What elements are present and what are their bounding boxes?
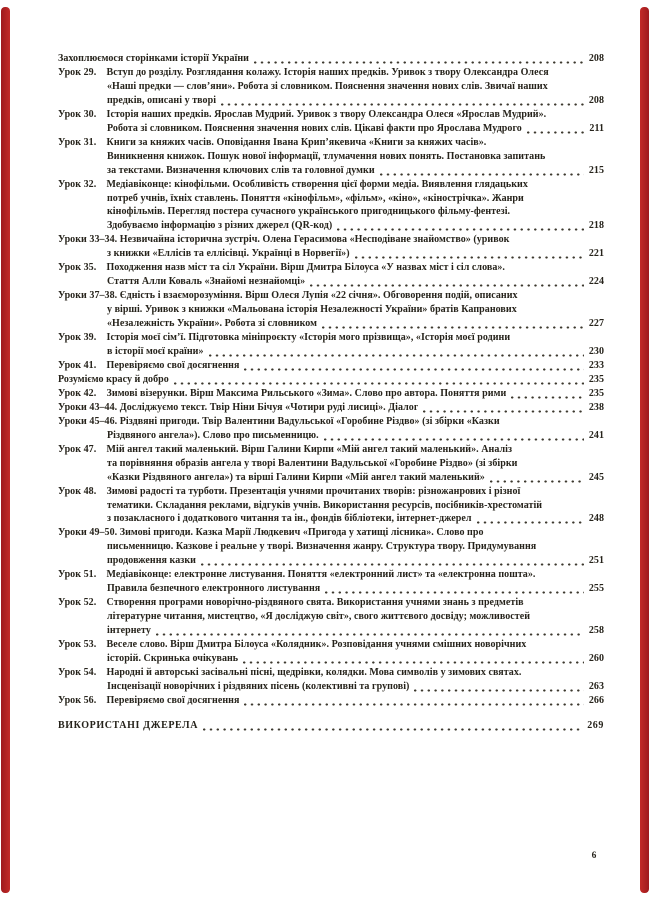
toc-entry-page: 215	[588, 164, 604, 176]
dot-leader	[201, 563, 584, 566]
toc-entry-text: письменницю. Казкове і реальне у творі. Визначення жанру. Структура твору. Придумування	[107, 541, 537, 553]
toc-section-heading	[58, 52, 604, 66]
toc-entry-text: у вірші. Уривок з книжки «Мальована історія Незалежності України» братів Капранових	[107, 304, 517, 316]
toc-entry-text: ВИКОРИСТАНІ ДЖЕРЕЛА	[58, 719, 199, 731]
toc-entry	[58, 66, 604, 108]
toc-entry-label: Уроки 37–38.	[58, 290, 118, 302]
dot-leader	[221, 103, 584, 106]
toc-entry-text: Урок 30. Історія наших предків. Ярослав Мудрий. Уривок з твору Олександра Олеся «Ярослав Мудрий».	[58, 108, 547, 120]
toc-entry-page: 263	[588, 680, 604, 692]
toc-entry-page: 235	[588, 387, 604, 399]
toc-entry-label: Урок 53.	[58, 639, 97, 651]
toc-entry	[58, 485, 604, 527]
toc-entry-text: Урок 42. Зимові візерунки. Вірш Максима Рильського «Зима». Слово про автора. Поняття рими	[58, 387, 507, 399]
toc-entry-text: Урок 53. Веселе слово. Вірш Дмитра Білоуса «Колядник». Розповідання учнями смішних новорічних	[58, 639, 527, 651]
toc-entry-text: продовження казки	[107, 555, 196, 567]
toc-entry-page: 260	[588, 652, 604, 664]
toc-entry-text: «Казки Різдвяного ангела») та вірші Галини Кирпи «Мій ангел такий маленький»	[107, 471, 485, 483]
toc-entry-page: 269	[587, 719, 604, 731]
toc-entry	[58, 387, 604, 401]
toc-entry-page: 230	[588, 346, 604, 358]
toc-entry	[58, 331, 604, 359]
toc-entry-page: 245	[588, 471, 604, 483]
toc-entry-text: Уроки 37–38. Єдність і взаєморозуміння. Вірш Олеся Лупія «22 січня». Обговорення подій, описаних	[58, 290, 518, 302]
dot-leader	[310, 284, 584, 287]
dot-leader	[156, 633, 584, 636]
toc-entry-label: Урок 39.	[58, 332, 97, 344]
toc-entry-text: літературне читання, мистецтво, «Я досліджую світ», свого життєвого досвіду; можливостей	[107, 611, 531, 623]
page-number-footer: 6	[591, 851, 597, 861]
toc-entry	[58, 178, 604, 234]
book-edge-right	[640, 7, 649, 893]
toc-entry-text: Урок 29. Вступ до розділу. Розглядання колажу. Історія наших предків. Уривок з твору Олександра Олеся	[58, 66, 549, 78]
toc-entry-text: «Наші предки — слов’яни». Робота зі словником. Пояснення значення нових слів. Звичаї наших	[107, 80, 548, 92]
dot-leader	[423, 410, 583, 413]
toc-entries	[58, 52, 604, 733]
toc-entry-label: Урок 51.	[58, 569, 97, 581]
toc-entry-text: Уроки 33–34. Незвичайна історична зустріч. Олена Герасимова «Несподіване знайомство» (уривок	[58, 234, 510, 246]
toc-entry-label: Урок 35.	[58, 262, 97, 274]
toc-entry-text: історій. Скринька очікувань	[107, 652, 239, 664]
toc-entry	[58, 694, 604, 708]
toc-entry-label: Урок 52.	[58, 597, 97, 609]
dot-leader	[380, 173, 584, 176]
toc-entry-page: 227	[588, 318, 604, 330]
toc-entry-text: Урок 47. Мій ангел такий маленький. Вірш Галини Кирпи «Мій ангел такий маленький». Аналіз	[58, 443, 513, 455]
toc-entry-text: Розуміємо красу й добро	[58, 373, 169, 385]
toc-entry	[58, 359, 604, 373]
toc-backmatter-entry	[58, 719, 604, 733]
toc-entry-text: Урок 35. Походження назв міст та сіл України. Вірш Дмитра Білоуса «У назвах міст і сіл слова».	[58, 262, 505, 274]
toc-entry	[58, 233, 604, 261]
toc-entry-label: Урок 56.	[58, 694, 97, 706]
toc-entry-text: Уроки 43–44. Досліджуємо текст. Твір Ніни Бічуя «Чотири руді лисиці». Діалог	[58, 401, 419, 413]
toc-entry	[58, 638, 604, 666]
toc-entry-label: Урок 30.	[58, 108, 97, 120]
toc-entry-label: Уроки 49–50.	[58, 527, 118, 539]
toc-entry-text: Уроки 45–46. Різдвяні пригоди. Твір Валентини Вадульської «Горобине Різдво» (зі збірки «Казки	[58, 415, 500, 427]
dot-leader	[254, 61, 584, 64]
dot-leader	[355, 256, 584, 259]
toc-entry-text: та порівняння образів ангела у творі Валентини Вадульської «Горобине Різдво» (зі збірки	[107, 457, 518, 469]
dot-leader	[325, 591, 584, 594]
toc-entry-text: з позакласного і додаткового читання та ін., фондів бібліотеки, інтернет-джерел	[107, 513, 472, 525]
toc-entry-text: Урок 32. Медіавіконце: кінофільми. Особливість створення цієї форми медіа. Виявлення глядацьких	[58, 178, 528, 190]
toc-entry	[58, 596, 604, 638]
toc-entry-text: Урок 39. Історія моєї сім’ї. Підготовка мініпроєкту «Історія мого прізвища», «Історія моєї родини	[58, 332, 511, 344]
dot-leader	[527, 131, 585, 134]
toc-entry-text: Урок 56. Перевіряємо свої досягнення	[58, 694, 240, 706]
toc-entry-label: Урок 32.	[58, 178, 97, 190]
toc-entry	[58, 261, 604, 289]
toc-entry	[58, 415, 604, 443]
toc-entry-label: Урок 47.	[58, 443, 97, 455]
toc-entry-label: Уроки 33–34.	[58, 234, 118, 246]
toc-entry-text: Виникнення книжок. Пошук нової інформації, тлумачення нових понять. Постановка запитань	[107, 150, 546, 162]
toc-entry-text: Урок 52. Створення програми новорічно-різдвяного свята. Використання учнями знань з предметів	[58, 597, 524, 609]
toc-entry-page: 238	[588, 401, 604, 413]
toc-entry-page: 218	[588, 220, 604, 232]
dot-leader	[511, 396, 584, 399]
toc-entry	[58, 526, 604, 568]
toc-entry-label: Уроки 45–46.	[58, 415, 118, 427]
toc-entry-text: Здобуваємо інформацію з різних джерел (QR-код)	[107, 220, 333, 232]
toc-entry-text: кінофільмів. Перегляд постера сучасного українського пригодницького фільму-фентезі.	[107, 206, 511, 218]
toc-entry-text: «Незалежність України». Робота зі словником	[107, 318, 317, 330]
toc-entry-page: 224	[588, 276, 604, 288]
toc-entry-label: Урок 54.	[58, 666, 97, 678]
toc-entry-page: 266	[588, 694, 604, 706]
toc-entry-text: Урок 51. Медіавіконце: електронне листування. Поняття «електронний лист» та «електронна пошта».	[58, 569, 536, 581]
toc-entry-page: 235	[588, 373, 604, 385]
toc-entry-text: Урок 48. Зимові радості та турботи. Презентація учнями прочитаних творів: різножанрових і різної	[58, 485, 521, 497]
dot-leader	[324, 438, 584, 441]
toc-section-heading	[58, 373, 604, 387]
toc-entry-page: 208	[588, 53, 604, 64]
dot-leader	[209, 354, 584, 357]
toc-entry	[58, 108, 604, 136]
book-edge-left	[1, 7, 10, 893]
toc-entry-page: 233	[588, 359, 604, 371]
toc-entry-label: Урок 31.	[58, 136, 97, 148]
toc-entry-text: за текстами. Визначення ключових слів та головної думки	[107, 164, 375, 176]
dot-leader	[174, 382, 584, 385]
toc-entry	[58, 568, 604, 596]
toc-entry-page: 221	[588, 248, 604, 260]
toc-entry-text: Урок 31. Книги за княжих часів. Оповідання Івана Крип’якевича «Книги за княжих часів».	[58, 136, 487, 148]
toc-entry-page: 241	[588, 429, 604, 441]
toc-entry-text: тематики. Складання реклами, відгуків учнів. Використання ресурсів, посібників-хрестоматій	[107, 499, 543, 511]
dot-leader	[243, 661, 584, 664]
toc-entry-text: Інсценізації новорічних і різдвяних пісень (колективні та групові)	[107, 680, 410, 692]
toc-entry-text: Різдвяного ангела»). Слово про письменницю.	[107, 429, 319, 441]
toc-entry-text: інтернету	[107, 625, 151, 637]
toc-entry-text: Уроки 49–50. Зимові пригоди. Казка Марії Людкевич «Пригода у хатищі лісника». Слово про	[58, 527, 484, 539]
toc-entry-label: Урок 29.	[58, 66, 97, 78]
toc-entry-page: 251	[588, 555, 604, 567]
toc-entry-text: предків, описані у творі	[107, 94, 217, 106]
dot-leader	[322, 326, 584, 329]
toc-entry	[58, 666, 604, 694]
toc-entry-text: Робота зі словником. Пояснення значення нових слів. Цікаві факти про Ярослава Мудрого	[107, 122, 522, 134]
dot-leader	[203, 728, 582, 731]
toc-entry-text: з книжки «Еллісів та еллісівці. Українці в Норвегії»)	[107, 248, 350, 260]
toc-entry	[58, 136, 604, 178]
toc-entry	[58, 443, 604, 485]
toc-entry-text: Урок 41. Перевіряємо свої досягнення	[58, 359, 240, 371]
toc-entry-page: 208	[588, 94, 604, 106]
toc-entry-label: Урок 41.	[58, 359, 97, 371]
dot-leader	[477, 521, 584, 524]
toc-entry-text: Урок 54. Народні й авторські засівальні пісні, щедрівки, колядки. Мова символів у зимових святах.	[58, 666, 522, 678]
dot-leader	[337, 228, 584, 231]
dot-leader	[244, 368, 583, 371]
toc-entry-text: Стаття Алли Коваль «Знайомі незнайомці»	[107, 276, 306, 288]
dot-leader	[244, 703, 583, 706]
toc-entry-text: потреб учнів, їхніх ставлень. Поняття «кінофільм», «фільм», «кіно», «кінострічка». Жанри	[107, 192, 524, 204]
toc-entry-label: Урок 42.	[58, 387, 97, 399]
dot-leader	[490, 480, 584, 483]
toc-entry-text: в історії моєї країни»	[107, 346, 204, 358]
toc-entry-label: Урок 48.	[58, 485, 97, 497]
table-of-contents	[58, 52, 604, 733]
toc-entry	[58, 289, 604, 331]
toc-entry-label: Уроки 43–44.	[58, 401, 118, 413]
toc-entry-page: 255	[588, 583, 604, 595]
toc-entry-page: 248	[588, 513, 604, 525]
toc-entry-text: Захоплюємося сторінками історії України	[58, 53, 249, 64]
dot-leader	[414, 689, 583, 692]
toc-entry-text: Правила безпечного електронного листування	[107, 583, 321, 595]
toc-entry-page: 258	[588, 625, 604, 637]
toc-entry-page: 211	[589, 122, 604, 134]
toc-entry	[58, 401, 604, 415]
